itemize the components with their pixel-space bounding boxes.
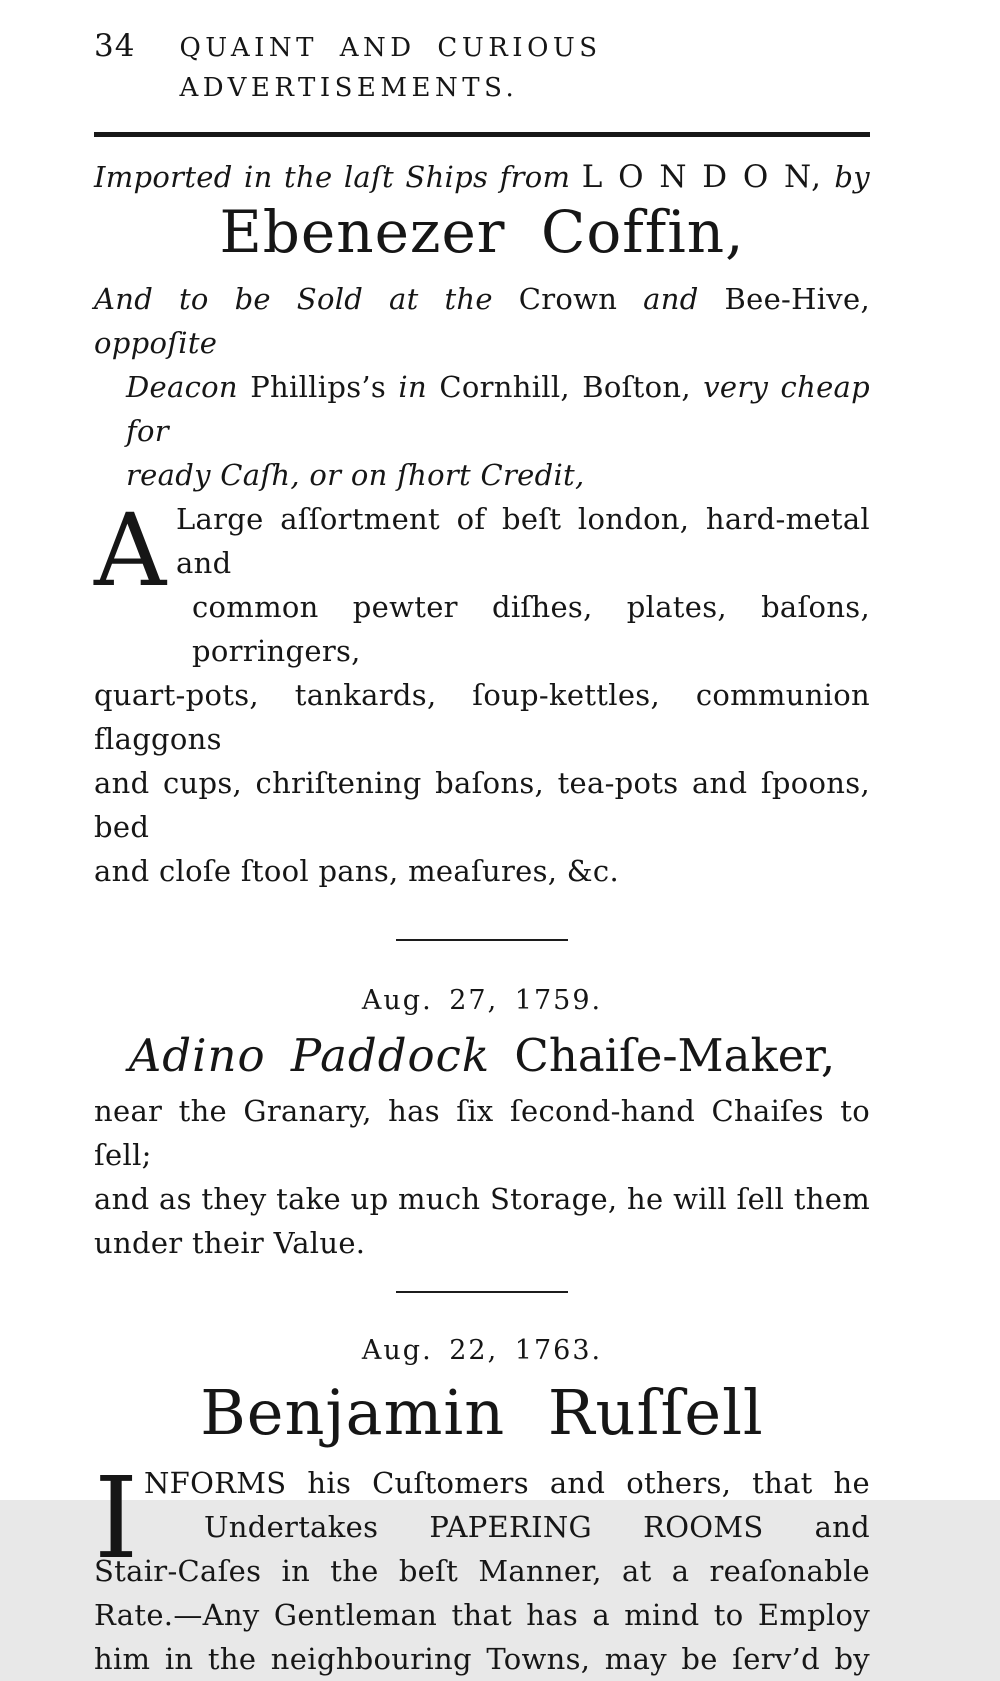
- header-rule: [94, 132, 870, 137]
- coffin-body-line: Large aſſortment of beſt london, hard-metal and: [176, 502, 870, 580]
- paddock-headline-trade: Chaiſe-Maker,: [514, 1029, 836, 1082]
- dropcap-i: I: [94, 1454, 139, 1584]
- coffin-body-line: common pewter diſhes, plates, baſons, porringers,: [192, 590, 870, 668]
- paddock-date: Aug. 27, 1759.: [361, 985, 603, 1016]
- subtitle-segment: And to be Sold at the: [94, 282, 493, 316]
- coffin-subtitle-line: [94, 365, 870, 453]
- russell-date: Aug. 22, 1763.: [361, 1335, 603, 1366]
- paddock-headline-name: Adino Paddock: [128, 1029, 491, 1082]
- section-divider: [396, 939, 568, 941]
- russell-body-line: Undertakes PAPERING ROOMS and: [204, 1510, 870, 1544]
- subtitle-segment: Bee-Hive,: [724, 282, 870, 316]
- subtitle-segment: in: [398, 370, 427, 404]
- section-divider: [396, 1291, 568, 1293]
- subtitle-segment: very cheap for: [126, 370, 870, 448]
- dropcap-a: A: [94, 492, 167, 609]
- paddock-body-line: and as they take up much Storage, he will ſell them: [94, 1182, 870, 1216]
- subtitle-segment: Phillips’s: [250, 370, 387, 404]
- coffin-headline: Ebenezer Coffin,: [219, 198, 745, 266]
- subtitle-segment: Cornhill, Boſton,: [439, 370, 691, 404]
- coffin-kicker-lead: Imported in the laſt Ships from: [94, 160, 571, 194]
- russell-body-line: Stair-Caſes in the beſt Manner, at a reaſonable: [94, 1554, 870, 1588]
- coffin-subtitle-line: [94, 277, 870, 365]
- paddock-body-paragraph: [94, 1089, 870, 1265]
- coffin-subtitle: [94, 277, 870, 497]
- subtitle-segment: Deacon: [126, 370, 238, 404]
- russell-headline: Benjamin Ruſſell: [200, 1376, 764, 1449]
- coffin-kicker-place: L O N D O N,: [581, 159, 823, 195]
- russell-body-line: NFORMS his Cuſtomers and others, that he: [144, 1466, 870, 1500]
- coffin-body-line: and cloſe ſtool pans, meaſures, &c.: [94, 854, 619, 888]
- coffin-kicker-line: [94, 157, 870, 197]
- subtitle-segment: and: [643, 282, 699, 316]
- subtitle-segment: Crown: [518, 282, 618, 316]
- subtitle-segment: oppoſite: [94, 326, 218, 360]
- paddock-headline: [94, 1029, 870, 1083]
- page-number: 34: [94, 28, 136, 64]
- coffin-body-line: quart-pots, tankards, ſoup-kettles, communion flaggons: [94, 678, 870, 756]
- page-title: QUAINT AND CURIOUS ADVERTISEMENTS.: [179, 33, 602, 103]
- coffin-subtitle-line: ready Caſh, or on ſhort Credit,: [126, 458, 585, 492]
- running-head: [94, 26, 870, 108]
- coffin-body-paragraph: [94, 492, 870, 893]
- coffin-body-line: and cups, chriſtening baſons, tea-pots and ſpoons, bed: [94, 766, 870, 844]
- paddock-body-line: near the Granary, has ſix ſecond-hand Chaiſes to ſell;: [94, 1094, 870, 1172]
- russell-body-paragraph: [94, 1454, 870, 1681]
- russell-body-line: him in the neighbouring Towns, may be ſerv’d by: [94, 1642, 870, 1676]
- russell-body-line: Rate.—Any Gentleman that has a mind to Employ: [94, 1598, 870, 1632]
- paddock-body-line: under their Value.: [94, 1226, 366, 1260]
- coffin-kicker-tail: by: [834, 160, 870, 194]
